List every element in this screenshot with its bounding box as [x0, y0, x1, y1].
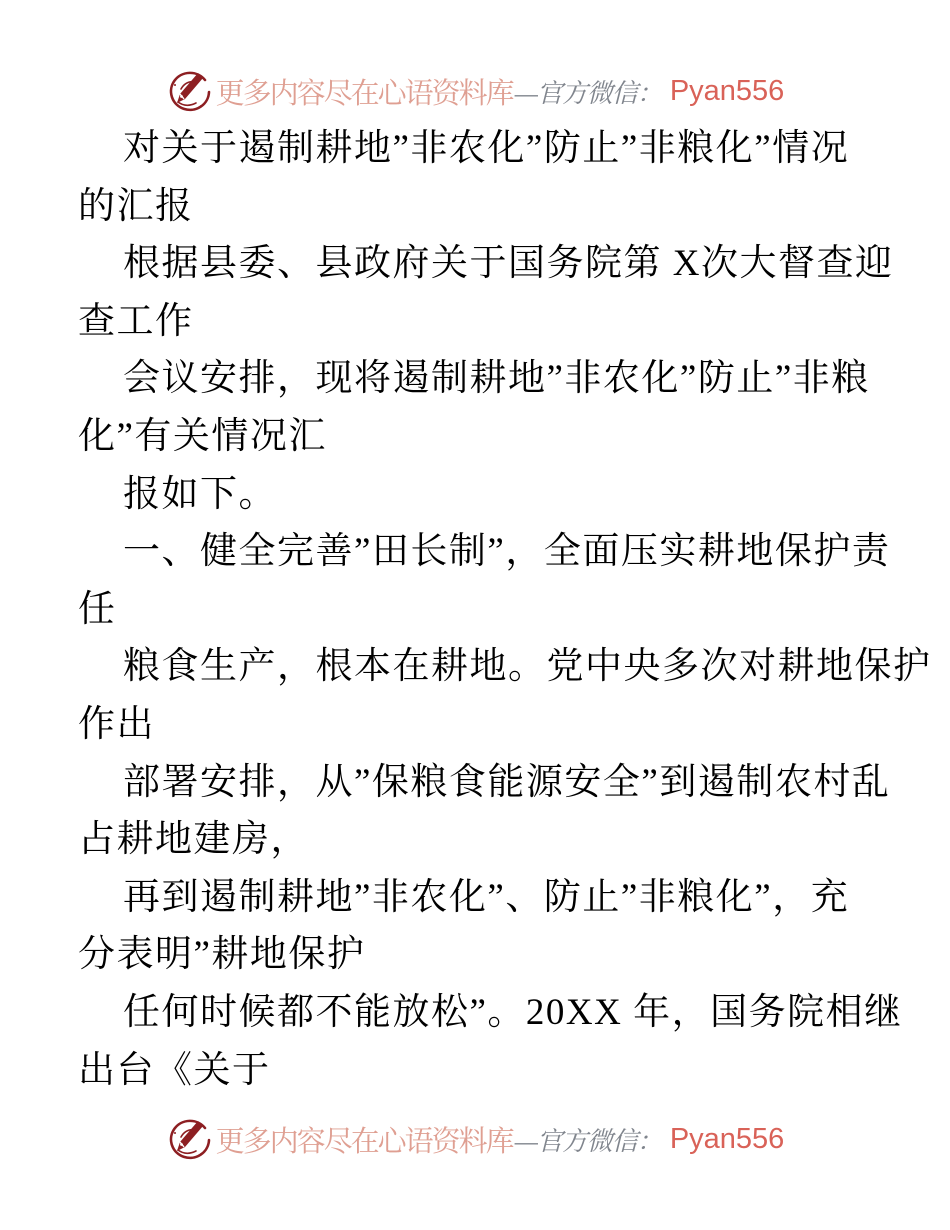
text-line: 查工作: [78, 300, 194, 342]
banner-wechat-label: —官方微信：: [514, 78, 662, 108]
text-line: 根据县委、县政府关于国务院第 X次大督查迎: [123, 243, 894, 285]
text-line: 任: [78, 588, 117, 630]
pen-swirl-logo-icon: [166, 1116, 211, 1163]
text-line: 分表明”耕地保护: [78, 934, 366, 976]
text-line: 部署安排，从”保粮食能源安全”到遏制农村乱: [123, 761, 891, 803]
paragraph: [78, 350, 878, 465]
text-line: 任何时候都不能放松”。20XX 年，国务院相继: [123, 991, 903, 1033]
text-line: 作出: [78, 703, 155, 745]
header-watermark: [0, 64, 950, 118]
text-line: 化”有关情况汇: [78, 415, 327, 457]
paragraph: [78, 984, 903, 1099]
paragraph: [78, 869, 878, 984]
banner-wechat-label: —官方微信：: [514, 1126, 662, 1156]
pen-swirl-logo-icon: [166, 68, 211, 115]
paragraph: [78, 523, 891, 638]
paragraph: [78, 638, 932, 753]
text-line: 再到遏制耕地”非农化”、防止”非粮化”，充: [123, 876, 850, 918]
banner-wechat-id: Pyan556: [669, 74, 785, 107]
paragraph: [78, 754, 891, 869]
banner-wechat-id: Pyan556: [669, 1122, 785, 1155]
banner-slogan: 更多内容尽在心语资料库: [215, 1125, 513, 1158]
text-line: 对关于遏制耕地”非农化”防止”非粮化”情况: [123, 128, 850, 169]
paragraph: [78, 235, 894, 350]
text-line: 粮食生产，根本在耕地。党中央多次对耕地保护: [123, 646, 932, 688]
text-line: 会议安排，现将遏制耕地”非农化”防止”非粮: [123, 358, 870, 400]
text-line: 占耕地建房，: [78, 819, 309, 861]
text-line: 一、健全完善”田长制”，全面压实耕地保护责: [123, 531, 891, 573]
text-line: 报如下。: [123, 473, 277, 515]
document-body: [78, 120, 932, 1099]
paragraph: [78, 120, 878, 235]
banner-slogan: 更多内容尽在心语资料库: [215, 77, 513, 110]
text-line: 的汇报: [78, 185, 194, 227]
footer-watermark: [0, 1112, 950, 1166]
paragraph: [78, 466, 878, 524]
text-line: 出台《关于: [78, 1049, 271, 1091]
